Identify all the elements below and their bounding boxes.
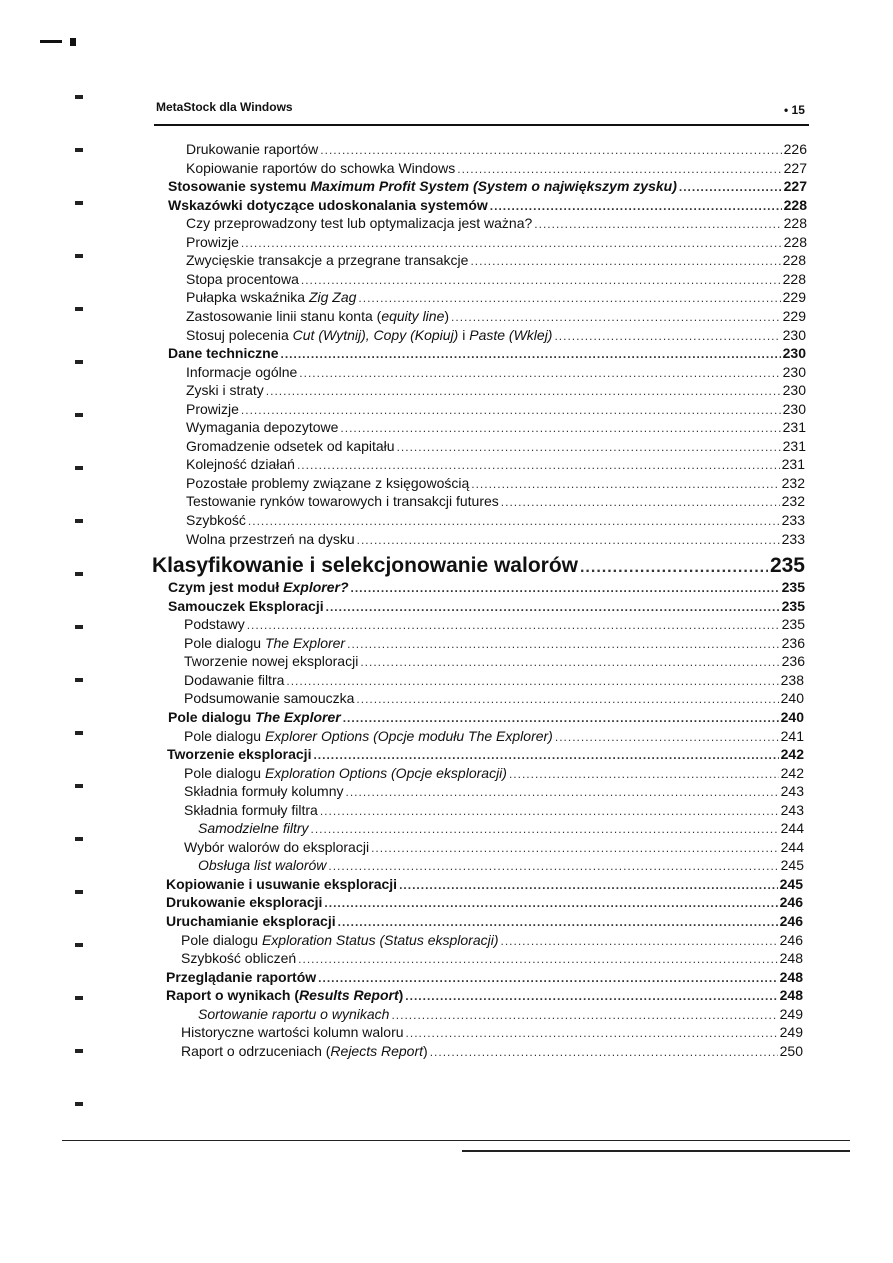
toc-title-fragment: Samouczek Eksploracji [168, 597, 324, 614]
dot-leader [357, 531, 780, 549]
toc-entry-title [166, 875, 397, 893]
toc-page-number: 246 [779, 894, 803, 911]
toc-title-fragment: Drukowanie eksploracji [166, 894, 323, 911]
toc-title-fragment: Wymagania depozytowe [186, 419, 339, 436]
toc-page-number: 233 [781, 530, 805, 547]
toc-page-number: 241 [780, 727, 804, 744]
dot-leader [356, 690, 778, 708]
toc-entry [198, 1005, 803, 1023]
toc-title-fragment: Zig Zag [308, 289, 357, 306]
toc-title-fragment: Zwycięskie transakcje a przegrane transakcje [186, 252, 469, 269]
toc-entry-title [186, 326, 552, 344]
toc-page-number: 231 [782, 437, 806, 454]
toc-entry-title [184, 801, 318, 819]
toc-entry-title [181, 1023, 404, 1041]
toc-title-fragment: Pole dialogu [184, 764, 265, 781]
toc-entry [166, 893, 803, 911]
toc-title-fragment: ) [444, 307, 450, 324]
toc-title-fragment: Wolna przestrzeń na dysku [186, 530, 355, 547]
page-number: • 15 [784, 103, 805, 117]
binding-hole-mark [75, 307, 83, 311]
dot-leader [358, 289, 780, 307]
dot-leader [298, 950, 777, 968]
toc-title-fragment: ) [398, 987, 404, 1004]
toc-title-fragment: Podstawy [184, 616, 245, 633]
dot-leader [247, 616, 780, 634]
dot-leader [347, 635, 780, 653]
toc-title-fragment: Zyski i straty [186, 382, 264, 399]
dot-leader [286, 672, 778, 690]
toc-entry [186, 140, 807, 158]
toc-page-number: 229 [782, 307, 806, 324]
dot-leader [509, 765, 779, 783]
toc-entry [186, 159, 807, 177]
toc-title-fragment: Wybór walorów do eksploracji [184, 838, 370, 855]
toc-page-number: 227 [783, 159, 807, 176]
toc-entry [186, 307, 806, 325]
toc-title-fragment: Paste (Wklej) [469, 326, 553, 343]
dot-leader [299, 364, 780, 382]
binding-hole-mark [75, 784, 83, 788]
toc-entry-title [168, 708, 341, 726]
toc-page-number: 235 [781, 597, 805, 614]
toc-entry [168, 708, 804, 726]
toc-page-number: 243 [780, 801, 804, 818]
toc-entry [184, 689, 804, 707]
toc-entry [166, 912, 803, 930]
toc-page-number: 231 [781, 456, 805, 473]
toc-entry-title [184, 782, 344, 800]
toc-title-fragment: Czym jest moduł [168, 579, 284, 596]
binding-hole-mark [75, 678, 83, 682]
toc-title-fragment: Raport o odrzuceniach ( [181, 1042, 331, 1059]
toc-entry-title [184, 652, 358, 670]
toc-entry [186, 363, 806, 381]
toc-entry-title [166, 968, 316, 986]
toc-entry-title [186, 214, 532, 232]
toc-page-number: 245 [780, 857, 804, 874]
toc-entry [168, 578, 805, 596]
toc-entry-title [186, 381, 264, 399]
toc-title-fragment: Tworzenie nowej eksploracji [184, 653, 359, 670]
toc-entry [186, 326, 806, 344]
dot-leader [397, 438, 781, 456]
dot-leader [301, 271, 781, 289]
toc-entry [186, 455, 805, 473]
toc-entry-title [166, 893, 322, 911]
toc-entry-title [184, 615, 245, 633]
toc-page-number: 235 [781, 579, 805, 596]
binding-hole-mark [75, 413, 83, 417]
toc-page-number: 228 [782, 270, 806, 287]
dot-leader [501, 493, 780, 511]
toc-page-number: 236 [781, 634, 805, 651]
toc-entry [184, 838, 804, 856]
toc-title-fragment: Uruchamianie eksploracji [166, 913, 336, 929]
toc-entry [184, 764, 804, 782]
toc-page-number: 229 [782, 289, 806, 306]
toc-page-number: 230 [782, 345, 806, 362]
binding-hole-mark [75, 572, 83, 576]
toc-title-fragment: Exploration Status (Status eksploracji) [261, 931, 499, 948]
toc-entry-title [181, 931, 499, 949]
toc-title-fragment: Dane techniczne [168, 345, 279, 362]
binding-hole-mark [75, 1049, 83, 1053]
toc-page-number: 228 [783, 196, 807, 213]
dot-leader [328, 857, 778, 875]
binding-hole-mark [75, 837, 83, 841]
toc-entry-title [166, 912, 336, 930]
toc-title-fragment: equity line [381, 307, 445, 324]
dot-leader [430, 1043, 778, 1061]
toc-title-fragment: Pole dialogu [168, 708, 256, 725]
toc-page-number: 246 [779, 913, 803, 929]
toc-entry [186, 492, 805, 510]
toc-page-number: 235 [769, 554, 805, 578]
toc-entry [166, 968, 803, 986]
dot-leader [326, 598, 780, 616]
toc-entry-title [186, 140, 318, 158]
toc-entry-title [186, 455, 295, 473]
toc-entry [184, 634, 805, 652]
toc-page-number: 230 [782, 400, 806, 417]
dot-leader [406, 1024, 778, 1042]
toc-title-fragment: Zastosowanie linii stanu konta ( [186, 307, 382, 324]
dot-leader [320, 802, 779, 820]
dot-leader [405, 987, 777, 1005]
toc-title-fragment: Dodawanie filtra [184, 671, 285, 688]
toc-title-fragment: Results Report [299, 987, 399, 1004]
toc-entry-title [184, 634, 345, 652]
dot-leader [241, 234, 782, 252]
dot-leader [457, 160, 781, 178]
toc-entry [186, 233, 807, 251]
toc-title-fragment: Kolejność działań [186, 456, 295, 473]
toc-page-number: 249 [779, 1024, 803, 1041]
dot-leader [391, 1006, 777, 1024]
dot-leader [343, 709, 779, 727]
toc-page-number: 248 [779, 987, 803, 1004]
toc-page-number: 233 [781, 512, 805, 528]
toc-page-number: 248 [779, 950, 803, 967]
toc-title-fragment: Klasyfikowanie i selekcjonowanie walorów [152, 554, 578, 578]
dot-leader [471, 475, 779, 493]
toc-page-number: 243 [780, 783, 804, 800]
binding-hole-mark [75, 201, 83, 205]
toc-entry-title [168, 344, 278, 362]
dot-leader [554, 327, 780, 345]
toc-entry-title [186, 418, 338, 436]
toc-entry [184, 652, 805, 670]
toc-entry-title [168, 597, 324, 615]
toc-page-number: 240 [780, 690, 804, 707]
toc-page-number: 230 [782, 363, 806, 380]
toc-title-fragment: Informacje ogólne [186, 363, 298, 380]
binding-hole-mark [75, 996, 83, 1000]
toc-title-fragment: Historyczne wartości kolumn waloru [181, 1024, 404, 1041]
toc-entry [168, 597, 805, 615]
dot-leader [371, 839, 779, 857]
toc-page-number: 242 [780, 746, 804, 763]
toc-entry [186, 511, 805, 529]
toc-entry-title [186, 251, 468, 269]
toc-title-fragment: Raport o wynikach ( [166, 987, 300, 1004]
toc-title-fragment: Pole dialogu [184, 727, 265, 744]
toc-page-number: 227 [783, 178, 807, 195]
toc-page-number: 228 [782, 252, 806, 269]
toc-title-fragment: Exploration Options (Opcje eksploracji) [264, 764, 507, 781]
toc-entry-title [186, 307, 449, 325]
toc-entry [186, 400, 806, 418]
toc-entry [184, 671, 804, 689]
toc-title-fragment: Drukowanie raportów [186, 141, 319, 157]
toc-entry [198, 856, 804, 874]
toc-entry [198, 819, 804, 837]
toc-title-fragment: Testowanie rynków towarowych i transakcji futures [186, 493, 499, 510]
toc-page-number: 230 [782, 382, 806, 399]
toc-entry-title [152, 553, 578, 579]
toc-entry [152, 553, 805, 579]
toc-entry [181, 931, 803, 949]
toc-page-number: 242 [780, 764, 804, 781]
toc-entry [186, 381, 806, 399]
toc-entry [186, 288, 806, 306]
toc-entry [184, 615, 805, 633]
toc-entry-title [167, 745, 311, 763]
toc-page-number: 238 [780, 671, 804, 688]
toc-entry-title [184, 727, 553, 745]
toc-title-fragment: Podsumowanie samouczka [184, 690, 355, 707]
toc-title-fragment: Wskazówki dotyczące udoskonalania systemów [168, 196, 488, 213]
toc-title-fragment: Składnia formuły filtra [184, 801, 318, 818]
toc-entry [186, 530, 805, 548]
dot-leader [399, 876, 778, 894]
toc-page-number: 228 [783, 215, 807, 232]
dot-leader [360, 653, 779, 671]
dot-leader [248, 512, 780, 530]
binding-hole-mark [75, 1102, 83, 1106]
toc-entry [184, 782, 804, 800]
toc-entry [186, 251, 806, 269]
toc-title-fragment: Rejects Report [330, 1042, 424, 1059]
toc-entry-title [184, 838, 369, 856]
binding-hole-mark [75, 95, 83, 99]
toc-title-fragment: Prowizje [186, 400, 239, 417]
toc-entry [166, 986, 803, 1004]
dot-leader [351, 579, 780, 597]
toc-entry-title [186, 437, 395, 455]
toc-title-fragment: Pole dialogu [184, 634, 265, 651]
binding-hole-mark [75, 890, 83, 894]
header-rule [154, 124, 809, 126]
toc-page-number: 244 [780, 838, 804, 855]
toc-title-fragment: The Explorer [255, 708, 341, 725]
toc-title-fragment: Gromadzenie odsetek od kapitału [186, 437, 395, 454]
dot-leader [241, 401, 781, 419]
toc-entry-title [184, 764, 507, 782]
dot-leader [490, 197, 782, 215]
toc-entry-title [184, 689, 354, 707]
toc-entry [168, 344, 806, 362]
toc-entry-title [181, 949, 296, 967]
toc-title-fragment: ) [423, 1042, 428, 1059]
toc-entry-title [181, 1042, 428, 1060]
toc-entry [186, 214, 807, 232]
toc-title-fragment: Składnia formuły kolumny [184, 783, 344, 800]
toc-title-fragment: Explorer? [283, 579, 349, 596]
toc-entry-title [168, 578, 349, 596]
binding-hole-mark [75, 254, 83, 258]
toc-page-number: 232 [781, 474, 805, 491]
toc-entry [167, 745, 804, 763]
toc-title-fragment: Przeglądanie raportów [166, 968, 317, 985]
toc-entry-title [186, 233, 239, 251]
toc-title-fragment: Szybkość [186, 512, 246, 528]
toc-page-number: 232 [781, 493, 805, 510]
toc-title-fragment: Stopa procentowa [186, 270, 299, 287]
toc-title-fragment: Obsługa list walorów [198, 857, 327, 874]
toc-entry-title [198, 1005, 389, 1023]
binding-hole-mark [75, 360, 83, 364]
toc-entry [168, 196, 807, 214]
toc-entry [181, 1042, 803, 1060]
toc-page-number: 245 [779, 875, 803, 892]
toc-entry-title [186, 400, 239, 418]
toc-entry [186, 418, 806, 436]
toc-title-fragment: The Explorer [264, 634, 346, 651]
toc-title-fragment: i [458, 326, 470, 343]
toc-entry-title [168, 196, 488, 214]
toc-entry [184, 727, 804, 745]
dot-leader [470, 252, 780, 270]
toc-title-fragment: Maximum Profit System (System o największym zysku) [310, 178, 677, 195]
toc-entry [181, 1023, 803, 1041]
toc-entry-title [168, 177, 677, 195]
dot-leader [340, 419, 780, 437]
toc-title-fragment: Kopiowanie raportów do schowka Windows [186, 159, 456, 176]
dot-leader [338, 913, 778, 931]
toc-entry-title [186, 511, 246, 529]
toc-title-fragment: Czy przeprowadzony test lub optymalizacja jest ważna? [186, 215, 533, 232]
binding-hole-mark [75, 466, 83, 470]
dot-leader [679, 178, 782, 196]
toc-title-fragment: Kopiowanie i usuwanie eksploracji [166, 875, 398, 892]
toc-entry [168, 177, 807, 195]
toc-page-number: 236 [781, 653, 805, 670]
scan-corner-mark-2 [70, 38, 76, 46]
dot-leader [555, 728, 779, 746]
toc-entry-title [166, 986, 403, 1004]
dot-leader [318, 969, 777, 987]
binding-hole-mark [75, 519, 83, 523]
toc-entry-title [186, 288, 356, 306]
toc-entry-title [198, 856, 326, 874]
toc-title-fragment: Stosowanie systemu [168, 178, 311, 195]
toc-page-number: 226 [783, 141, 807, 157]
toc-entry [186, 270, 806, 288]
dot-leader [320, 141, 781, 159]
toc-entry-title [186, 159, 455, 177]
toc-title-fragment: Tworzenie eksploracji [167, 746, 312, 763]
toc-title-fragment: Explorer Options (Opcje modułu The Explorer) [264, 727, 553, 744]
toc-page-number: 244 [780, 820, 804, 837]
toc-title-fragment: Cut (Wytnij), Copy (Kopiuj) [292, 326, 459, 343]
toc-title-fragment: Pole dialogu [181, 931, 262, 948]
toc-title-fragment: Szybkość obliczeń [181, 950, 297, 967]
toc-entry [184, 801, 804, 819]
toc-entry [186, 437, 806, 455]
dot-leader [266, 382, 781, 400]
toc-entry-title [186, 363, 297, 381]
toc-title-fragment: Pułapka wskaźnika [186, 289, 309, 306]
footer-rule-2 [462, 1150, 850, 1152]
binding-hole-mark [75, 148, 83, 152]
toc-entry-title [186, 474, 469, 492]
dot-leader [324, 894, 777, 912]
footer-rule [62, 1140, 850, 1141]
dot-leader [313, 746, 778, 764]
dot-leader [451, 308, 781, 326]
toc-entry-title [184, 671, 284, 689]
toc-entry-title [186, 492, 499, 510]
toc-page-number: 235 [781, 616, 805, 633]
toc-title-fragment: Samodzielne filtry [198, 820, 309, 837]
toc-title-fragment: Stosuj polecenia [186, 326, 293, 343]
toc-page-number: 249 [779, 1005, 803, 1022]
toc-page-number: 250 [779, 1042, 803, 1059]
binding-hole-mark [75, 625, 83, 629]
binding-hole-mark [75, 731, 83, 735]
toc-page-number: 228 [783, 233, 807, 250]
toc-page-number: 248 [779, 968, 803, 985]
toc-entry-title [198, 819, 309, 837]
binding-hole-mark [75, 943, 83, 947]
dot-leader [534, 215, 781, 233]
dot-leader [346, 783, 779, 801]
toc-title-fragment: Pozostałe problemy związane z księgowością [186, 474, 470, 491]
dot-leader [280, 345, 780, 363]
toc-page-number: 246 [779, 931, 803, 948]
dot-leader [297, 456, 780, 474]
toc-entry [166, 875, 803, 893]
toc-entry-title [186, 530, 355, 548]
dot-leader [501, 932, 778, 950]
toc-page-number: 231 [782, 419, 806, 436]
toc-page-number: 240 [780, 708, 804, 725]
toc-entry [181, 949, 803, 967]
dot-leader [311, 820, 779, 838]
running-header-title: MetaStock dla Windows [156, 100, 293, 114]
scan-corner-mark [40, 40, 62, 43]
toc-entry [186, 474, 805, 492]
toc-title-fragment: Sortowanie raportu o wynikach [198, 1005, 390, 1022]
toc-page-number: 230 [782, 326, 806, 343]
toc-title-fragment: Prowizje [186, 233, 239, 250]
toc-entry-title [186, 270, 299, 288]
